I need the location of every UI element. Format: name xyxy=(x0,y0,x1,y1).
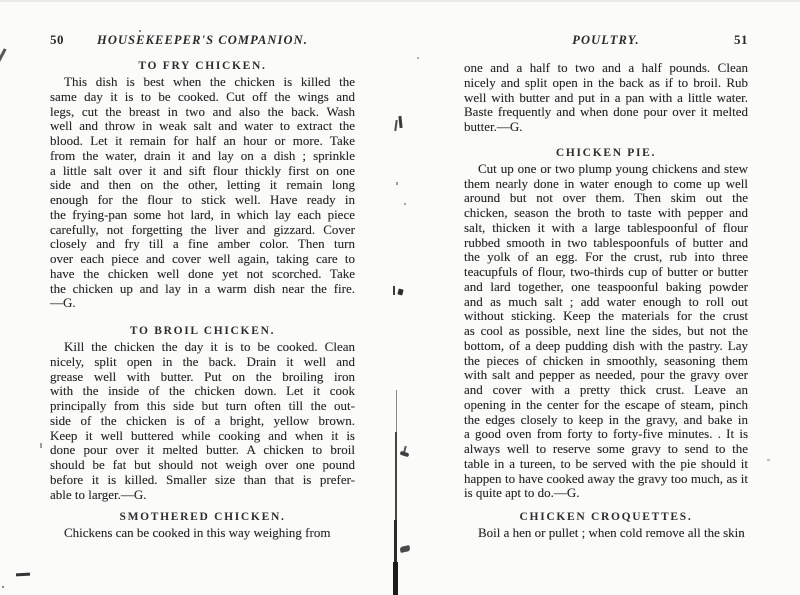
text-line: over each piece and cover well again, taking care to xyxy=(50,251,355,266)
page-body-left xyxy=(50,59,355,541)
text-line: one and a half to two and a half pounds. Clean xyxy=(464,60,748,75)
gutter-smudge xyxy=(400,451,410,458)
text-line: opening in the center for the escape of steam, pinch xyxy=(464,396,748,412)
text-line: chicken, season the broth to taste with pepper and xyxy=(464,205,748,220)
text-line: around but not over them. Then skim out the xyxy=(464,190,748,206)
text-line: butter.—G. xyxy=(464,119,523,134)
section-heading: TO BROIL CHICKEN. xyxy=(129,325,276,337)
text-line: bottom, of a deep pudding dish with the pastry. Lay xyxy=(464,337,748,353)
page-header-right xyxy=(464,32,748,47)
text-line: Baste frequently and when done pour over it melted xyxy=(464,104,748,120)
text-line: done pour over it melted butter. A chicken to broil xyxy=(50,442,355,458)
gutter-shadow-low xyxy=(394,520,397,565)
scan-edge-mark xyxy=(0,48,7,64)
scan-dash xyxy=(16,573,30,577)
section-heading: SMOTHERED CHICKEN. xyxy=(119,511,286,524)
text-line: them nearly done in water enough to come up well xyxy=(464,175,748,191)
text-line: blood. Let it remain for half an hour or more. Take xyxy=(50,133,355,148)
text-line: Kill the chicken the day it is to be cooked. Clean xyxy=(64,339,355,354)
text-line: and as much salt ; add water enough to roll out xyxy=(464,293,748,309)
text-line: without sticking. Keep the materials for the crust xyxy=(464,308,748,324)
text-line: happen to have cooked away the gravy too much, as it xyxy=(464,470,748,486)
running-header-right: POULTRY. xyxy=(572,33,640,47)
text-line: teacupfuls of flour, two-thirds cup of butter or butter xyxy=(464,264,748,279)
text-line: able to larger.—G. xyxy=(50,486,147,502)
text-line: the pieces of chicken in smoothly, seasoning them xyxy=(464,352,748,368)
text-line: with the inside of the chicken down. Let it cook xyxy=(50,383,355,399)
text-line: have the chicken well done yet not scorched. Take xyxy=(50,265,355,281)
text-line: enough for the flour to stick well. Have ready in xyxy=(50,192,355,207)
text-line: nicely and split open in the back as if to broil. Rub xyxy=(464,74,748,90)
scan-speck xyxy=(417,57,419,59)
gutter-mark xyxy=(393,286,395,295)
text-line: well and throw in weak salt and water to extract the xyxy=(50,118,355,134)
text-line: rubbed smooth in two tablespoonfuls of butter and xyxy=(464,234,748,250)
text-line: side and then on the other, letting it remain long xyxy=(50,177,355,193)
recipe-paragraph xyxy=(464,162,748,501)
text-line: the frying-pan some hot lard, in which lay each piece xyxy=(50,206,355,222)
recipe-paragraph xyxy=(464,61,748,135)
text-line: Boil a hen or pullet ; when cold remove all the skin xyxy=(478,525,745,540)
gutter-shadow-bottom xyxy=(393,562,398,595)
text-line: should be fat but should not weigh over one pound xyxy=(50,457,355,472)
recipe-paragraph xyxy=(50,75,355,311)
page-51 xyxy=(464,0,748,595)
page-number-left: 50 xyxy=(50,32,64,47)
text-line: same day it is to be cooked. Cut off the wings and xyxy=(50,88,355,104)
text-line: —G. xyxy=(50,295,76,311)
text-line: before it is killed. Smaller size than that is prefer- xyxy=(50,471,355,487)
gutter-mark xyxy=(394,120,398,131)
page-50 xyxy=(50,0,355,595)
section-heading: CHICKEN CROQUETTES. xyxy=(519,511,693,523)
scan-speck xyxy=(139,30,141,32)
text-line: the edges closely to keep in the gravy, and bake in xyxy=(464,411,748,427)
text-line: always well to reserve some gravy to send to the xyxy=(464,441,748,456)
text-line: grease well with butter. Put on the broiling iron xyxy=(50,368,355,384)
text-line: closely and fry till a fine amber color. Then turn xyxy=(50,236,355,252)
text-line: from the water, drain it and lay on a dish ; sprinkle xyxy=(50,147,355,163)
recipe-paragraph xyxy=(464,526,748,541)
gutter-shadow-top xyxy=(396,390,397,435)
scan-speck xyxy=(40,443,42,448)
text-line: a good oven from forty to forty-five minutes. . It is xyxy=(464,426,748,442)
recipe-paragraph xyxy=(50,340,355,502)
text-line: Chickens can be cooked in this way weighing from xyxy=(64,525,331,541)
page-body-right xyxy=(464,61,748,541)
running-header-left: HOUSEKEEPER'S COMPANION. xyxy=(97,33,308,47)
text-line: This dish is best when the chicken is killed the xyxy=(64,74,355,89)
gutter-shadow-mid xyxy=(395,432,397,522)
gutter-mark xyxy=(398,116,402,128)
text-line: side of the chicken is of a bright, yellow brown. xyxy=(50,412,355,428)
recipe-paragraph xyxy=(50,526,355,541)
text-line: Cut up one or two plump young chickens and stew xyxy=(478,160,748,176)
text-line: is quite apt to do.—G. xyxy=(464,485,580,501)
gutter-smudge xyxy=(399,545,410,553)
page-header-left xyxy=(50,32,355,47)
text-line: nicely, split open in the back. Drain it well and xyxy=(50,353,355,369)
text-line: with salt and pepper as needed, pour the gravy over xyxy=(464,367,748,383)
scan-speck xyxy=(404,203,406,205)
gutter-mark xyxy=(397,288,403,295)
text-line: salt, thicken it with a large tablespoonful of flour xyxy=(464,219,748,235)
text-line: the yolk of an egg. For the crust, rub into three xyxy=(464,249,748,265)
text-line: and cover with a pretty thick crust. Leave an xyxy=(464,382,748,397)
text-line: a little salt over it and sift flour thickly first on one xyxy=(50,162,355,178)
text-line: the chicken up and lay in a warm dish near the fire. xyxy=(50,280,355,296)
scan-speck xyxy=(2,586,4,588)
scan-speck xyxy=(767,459,770,461)
text-line: principally from this side but turn often till the out- xyxy=(50,398,355,413)
text-line: carefully, not forgetting the liver and gizzard. Cover xyxy=(50,221,355,237)
text-line: Keep it well buttered while cooking and when it is xyxy=(50,427,355,443)
page-number-right: 51 xyxy=(734,32,748,47)
section-heading: CHICKEN PIE. xyxy=(555,146,657,159)
text-line: table in a tureen, to be served with the pie should it xyxy=(464,455,748,471)
text-line: well with butter and put in a pan with a little water. xyxy=(464,89,748,105)
text-line: and lard together, one teaspoonful baking powder xyxy=(464,278,748,294)
text-line: as cool as possible, next line the sides, but not the xyxy=(464,323,748,338)
text-line: legs, cut the breast in two and also the back. Wash xyxy=(50,103,355,119)
scan-speck xyxy=(396,182,398,185)
section-heading: TO FRY CHICKEN. xyxy=(138,60,267,72)
